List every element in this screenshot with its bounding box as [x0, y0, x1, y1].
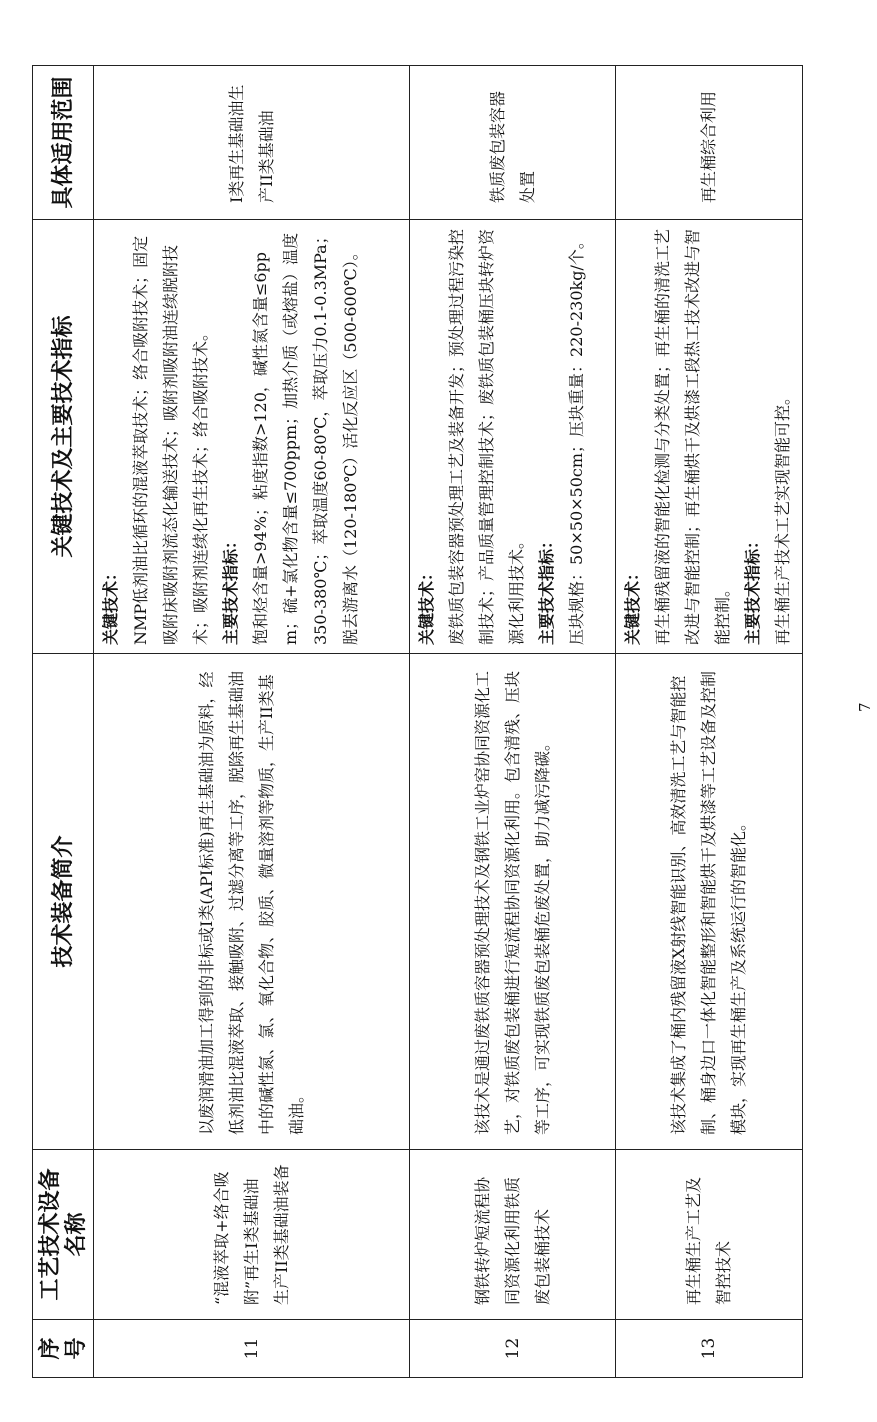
indicator-label: 主要技术指标： [537, 532, 556, 645]
header-key: 关键技术及主要技术指标 [33, 220, 94, 654]
row-intro: 该技术集成了桶内残留液X射线智能识别、高效清洗工艺与智能控制、桶身边口一体化智能整形和智能烘干及烘漆等工艺设备及控制模块，实现再生桶生产及系统运行的智能化。 [616, 654, 803, 1150]
indicator-label: 主要技术指标： [743, 532, 762, 645]
row-key-tech [410, 220, 616, 654]
header-no: 序号 [33, 1320, 94, 1378]
row-name: 钢铁转炉短流程协同资源化利用铁质废包装桶技术 [410, 1150, 616, 1320]
indicator-text: 饱和烃含量>94%；粘度指数>120，碱性氮含量≤6ppm；硫+氯化物含量≤700ppm；加热介质（或熔盐）温度350-380℃；萃取温度60-80℃，萃取压力0.1-0.3MPa；脱去游离水（120-180℃）活化反应区（500-600℃）。 [251, 228, 360, 645]
header-name: 工艺技术设备名称 [33, 1150, 94, 1320]
row-number: 13 [616, 1320, 803, 1378]
key-tech-label: 关键技术： [623, 564, 642, 645]
indicator-text: 压块规格：50×50×50cm；压块重量：220-230kg/个。 [567, 233, 586, 645]
key-tech-text: NMP低剂油比循环的混液萃取技术；络合吸附技术；固定吸附床吸附剂流态化输送技术；吸附剂吸附油连续脱附技术；吸附剂连续化再生技术；络合吸附技术。 [131, 235, 210, 645]
key-tech-text: 废铁质包装容器预处理工艺及装备开发；预处理过程污染控制技术；产品质量管理控制技术；废铁质包装桶压块转炉资源化利用技术。 [447, 228, 526, 645]
table-row [94, 66, 410, 1378]
row-number: 12 [410, 1320, 616, 1378]
table-row [410, 66, 616, 1378]
row-name: 再生桶生产工艺及智控技术 [616, 1150, 803, 1320]
technology-table [32, 65, 803, 1378]
key-tech-label: 关键技术： [101, 564, 120, 645]
row-number: 11 [94, 1320, 410, 1378]
row-scope: 再生桶综合利用 [616, 66, 803, 220]
table-header-row [33, 66, 94, 1378]
table-row [616, 66, 803, 1378]
row-intro: 以废润滑油加工得到的非标或I类(API标准)再生基础油为原料，经低剂油比混液萃取、接触吸附、过滤分离等工序，脱除再生基础油中的碱性氮、氯、氧化合物、胶质、微量溶剂等物质，生产II类基础油。 [94, 654, 410, 1150]
row-scope: I类再生基础油生产II类基础油 [94, 66, 410, 220]
header-scope: 具体适用范围 [33, 66, 94, 220]
indicator-label: 主要技术指标： [221, 532, 240, 645]
page-number: 7 [856, 702, 874, 712]
key-tech-text: 再生桶残留液的智能化检测与分类处置；再生桶的清洗工艺改进与智能控制；再生桶烘干及烘漆工段热工技术改进与智能控制。 [653, 228, 732, 645]
rotated-page [32, 66, 792, 1378]
header-intro: 技术装备简介 [33, 654, 94, 1150]
key-tech-label: 关键技术： [417, 564, 436, 645]
row-intro: 该技术是通过废铁质容器预处理技术及钢铁工业炉窑协同资源化工艺，对铁质废包装桶进行短流程协同资源化利用。包含清残、压块等工序，可实现铁质废包装桶危废处置，助力减污降碳。 [410, 654, 616, 1150]
row-key-tech [616, 220, 803, 654]
row-scope: 铁质废包装容器处置 [410, 66, 616, 220]
indicator-text: 再生桶生产技术工艺实现智能可控。 [773, 388, 792, 645]
row-name: “混液萃取+络合吸附”再生I类基础油生产II类基础油装备 [94, 1150, 410, 1320]
row-key-tech [94, 220, 410, 654]
